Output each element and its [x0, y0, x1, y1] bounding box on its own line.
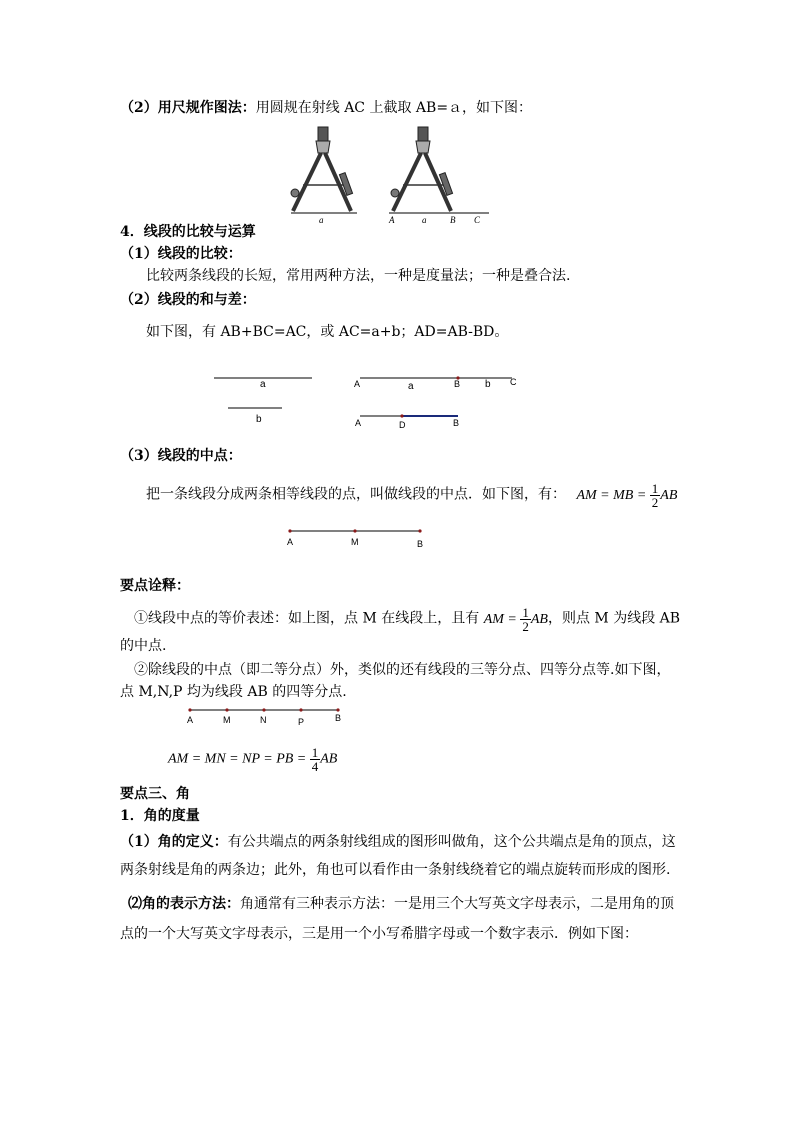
- angle-repr-line2: 点的一个大写英文字母表示，三是用一个小写希腊字母或一个数字表示．例如下图：: [120, 926, 638, 942]
- compass2-label-a: a: [422, 215, 427, 225]
- angle-def-line1: [120, 832, 676, 852]
- compass2-label-A: A: [389, 215, 395, 225]
- point-D: [400, 414, 403, 417]
- compass-method-heading: （2）用尺规作图法：: [120, 100, 256, 116]
- seg-a-label: a: [260, 379, 266, 390]
- notes-p1-c: 的中点.: [120, 638, 167, 654]
- mid-B-label: B: [417, 539, 424, 549]
- top-a-label: a: [408, 381, 414, 392]
- notes-p2-b: 点 M,N,P 均为线段 AB 的四等分点.: [120, 684, 347, 700]
- angle-repr-heading: ⑵角的表示方法：: [128, 896, 240, 912]
- midpoint-frac-den: 2: [651, 495, 659, 510]
- midpoint-formula: [576, 481, 678, 510]
- quarter-formula-left: AM = MN = NP = PB =: [168, 751, 307, 767]
- angle-def-heading: （1）角的定义：: [120, 834, 228, 850]
- mid-M-label: M: [351, 537, 359, 547]
- quarter-formula-right: AB: [320, 751, 338, 767]
- angle-repr-text1: 角通常有三种表示方法：一是用三个大写英文字母表示，二是用角的顶: [240, 896, 674, 912]
- compass-figure-2: [385, 125, 495, 225]
- section-3-1-title: 1．角的度量: [120, 808, 200, 824]
- compare-heading: （1）线段的比较：: [120, 246, 242, 262]
- quarter-points-figure: [180, 704, 360, 734]
- notes-p2-a: ②除线段的中点（即二等分点）外，类似的还有线段的三等分点、四等分点等.如下图，: [134, 662, 671, 678]
- quarter-frac-num: 1: [311, 745, 319, 760]
- midpoint-body-line: [146, 482, 677, 509]
- top-B-label: B: [454, 379, 461, 389]
- q-N-label: N: [260, 715, 267, 725]
- segment-sum-figure: [200, 368, 540, 438]
- compass-method-text: 用圆规在射线 AC 上截取 AB=ａ，如下图：: [255, 100, 533, 116]
- bottom-B-label: B: [453, 418, 460, 428]
- compare-body: 比较两条线段的长短，常用两种方法，一种是度量法；一种是叠合法.: [146, 268, 571, 284]
- midpoint-formula-right: AB: [660, 487, 678, 503]
- seg-b-label: b: [256, 414, 262, 425]
- notes-title: 要点诠释：: [120, 578, 190, 594]
- top-A-label: A: [354, 379, 361, 389]
- q-B-label: B: [335, 713, 342, 723]
- notes-p1-den: 2: [522, 619, 529, 634]
- sum-diff-body: 如下图，有 AB+BC=AC，或 AC=a+b；AD=AB-BD。: [146, 324, 509, 340]
- notes-p1-line: [134, 606, 680, 633]
- compass-method-line: [120, 98, 532, 118]
- compass-figure-1: [285, 125, 365, 225]
- mid-A-label: A: [287, 537, 294, 547]
- angle-def-line2: 两条射线是角的两条边；此外，角也可以看作由一条射线绕着它的端点旋转而形成的图形.: [120, 862, 671, 878]
- notes-p1-f-left: AM =: [483, 611, 517, 627]
- compass2-label-B: B: [450, 215, 456, 225]
- midpoint-heading: （3）线段的中点：: [120, 448, 242, 464]
- top-C-label: C: [510, 377, 517, 387]
- compass2-label-C: C: [474, 215, 481, 225]
- midpoint-figure: [280, 522, 440, 552]
- top-b-label: b: [485, 379, 491, 390]
- bottom-D-label: D: [399, 420, 406, 430]
- notes-p1-f-right: AB: [530, 611, 548, 627]
- q-P-label: P: [298, 717, 305, 727]
- q-M-label: M: [223, 715, 231, 725]
- notes-p1-a: ①线段中点的等价表述：如上图，点 M 在线段上，且有: [134, 610, 480, 627]
- quarter-formula: [168, 746, 337, 773]
- notes-p1-num: 1: [522, 605, 529, 620]
- midpoint-body: 把一条线段分成两条相等线段的点，叫做线段的中点．如下图，有：: [146, 486, 566, 503]
- notes-p1-formula: [483, 605, 548, 634]
- midpoint-frac-num: 1: [651, 481, 659, 496]
- angle-def-text1: 有公共端点的两条射线组成的图形叫做角，这个公共端点是角的顶点，这: [227, 834, 676, 850]
- section-4-title: 4．线段的比较与运算: [120, 224, 256, 240]
- q-A-label: A: [187, 715, 194, 725]
- section-3-title: 要点三、角: [120, 786, 190, 802]
- midpoint-formula-left: AM = MB =: [576, 487, 647, 503]
- compass1-label-a: a: [319, 215, 324, 225]
- bottom-A-label: A: [355, 418, 362, 428]
- sum-diff-heading: （2）线段的和与差：: [120, 292, 256, 308]
- quarter-frac-den: 4: [311, 759, 319, 774]
- angle-repr-line1: [128, 894, 674, 914]
- notes-p1-b: ，则点 M 为线段 AB: [547, 610, 681, 627]
